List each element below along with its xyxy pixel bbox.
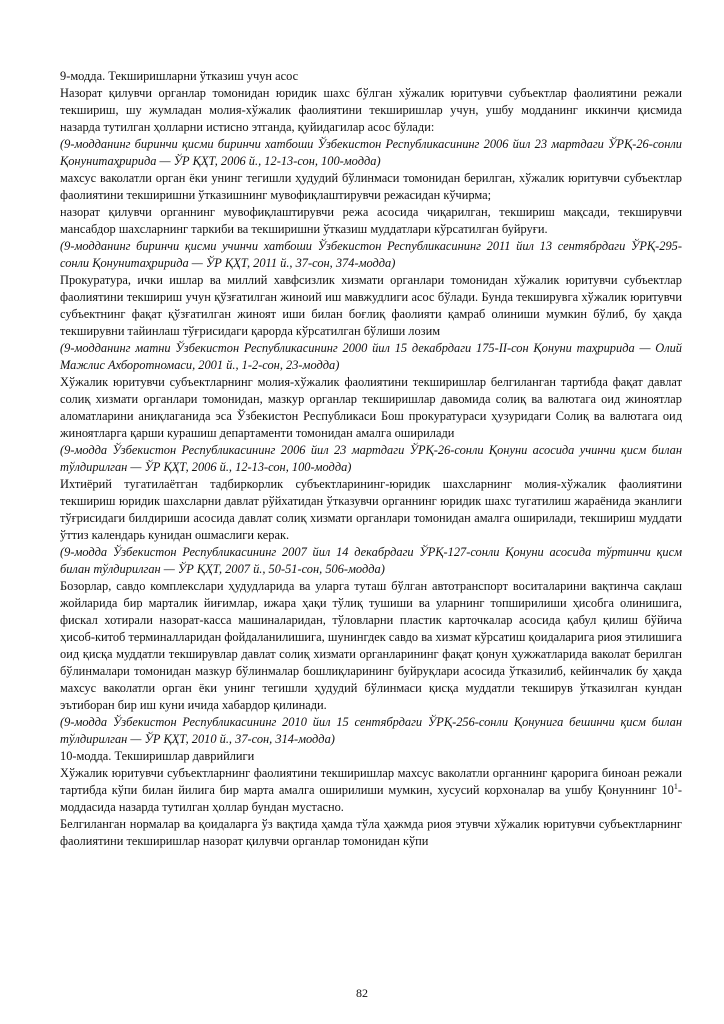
amendment-note: (9-модда Ўзбекистон Республикасининг 2010 йил 15 сентябрдаги ЎРҚ-256-сонли Қонунига бешинчи қисм билан тўлдирилган — ЎР ҚҲТ, 2010 й., 37-сон, 314-модда) (60, 715, 682, 746)
amendment-note: (9-модданинг биринчи қисми учинчи хатбоши Ўзбекистон Республикасининг 2011 йил 13 сентябрдаги ЎРҚ-295-сонли Қонунитаҳририда — ЎР ҚҲТ, 2011 й., 37-сон, 374-модда) (60, 239, 682, 270)
amendment-note: (9-модданинг матни Ўзбекистон Республикасининг 2000 йил 15 декабрдаги 175-II-сон Қонуни таҳририда — Олий Мажлис Ахборотномаси, 2001 й., 1-2-сон, 23-модда) (60, 341, 682, 372)
amendment-note: (9-модданинг биринчи қисми биринчи хатбоши Ўзбекистон Республикасининг 2006 йил 23 мартдаги ЎРҚ-26-сонли Қонунитаҳририда — ЎР ҚҲТ, 2006 й., 12-13-сон, 100-модда) (60, 137, 682, 168)
paragraph: Прокуратура, ички ишлар ва миллий хавфсизлик хизмати органлари томонидан хўжалик юритувчи субъектлар фаолиятини текшириш учун қўзғатилган жиноий иш мавжудлиги асос бўлади. Бунда текширувга хўжалик юритувчи субъектнинг фақат қўзғатилган жиноят иши билан боғлиқ фаолияти қамраб олиниши мумкин бўлиб, бу ҳақда текширувни тайинлаш тўғрисидаги қарорда кўрсатилган бўлиши лозим (60, 273, 682, 338)
paragraph: Белгиланган нормалар ва қоидаларга ўз вақтида ҳамда тўла ҳажмда риоя этувчи хўжалик юритувчи субъектларнинг фаолиятини текширишлар назорат қилувчи органлар томонидан кўпи (60, 817, 682, 848)
article-10-title: 10-модда. Текширишлар даврийлиги (60, 749, 255, 763)
page-number: 82 (356, 986, 368, 1000)
paragraph: Хўжалик юритувчи субъектларнинг молия-хўжалик фаолиятини текширишлар белгиланган тартибда фақат давлат солиқ хизмати органлари томонидан, мазкур органлар текширишлар давомида солиқ ва валютага оид жиноятлар аломатларини аниқлаганида эса Ўзбекистон Республикаси Бош прокуратураси ҳузуридаги Солиқ ва валютага оид жиноятларга қарши курашиш департаменти томонидан амалга оширилади (60, 375, 682, 440)
paragraph: Назорат қилувчи органлар томонидан юридик шахс бўлган хўжалик юритувчи субъектлар фаолиятини режали текшириш, шу жумладан молия-хўжалик фаолиятини текширишлар учун, ушбу модданинг иккинчи қисмида назарда тутилган ҳолларни истисно этганда, қуйидагилар асос бўлади: (60, 86, 682, 134)
article-9-title: 9-модда. Текширишларни ўтказиш учун асос (60, 69, 299, 83)
superscript: 1 (673, 781, 678, 791)
paragraph-text: -моддасида назарда тутилган ҳоллар бундан мустасно. (60, 783, 682, 814)
paragraph: назорат қилувчи органнинг мувофиқлаштирувчи режа асосида чиқарилган, текшириш мақсади, текширувчи мансабдор шахсларнинг таркиби ва текширишни ўтказиш муддатлари кўрсатилган буйруғи. (60, 205, 682, 236)
paragraph: Бозорлар, савдо комплекслари ҳудудларида ва уларга туташ бўлган автотранспорт воситаларини вақтинча сақлаш жойларида бир марталик йиғимлар, ижара ҳақи тўлиқ тушиши ва уларнинг топширилиши ҳисобга олинишига, фискал хотирали назорат-касса машиналаридан, тўловларни пластик карточкалар асосида қабул қилиш бўйича ҳисоб-китоб терминалларидан фойдаланилишига, шунингдек савдо ва хизмат кўрсатиш қоидаларига риоя этилишига оид қисқа муддатли текширувлар давлат солиқ хизмати органларининг фақат қонун ҳужжатларида ваколат берилган бўлинмалари томонидан мазкур бўлинмалар бошлиқларининг буйруқлари асосида ўтказилиб, кейинчалик бу ҳақда махсус ваколатли орган ёки унинг тегишли ҳудудий бўлинмаси қисқа муддатли текширув ўтказилган кундан эътиборан бир иш куни ичида хабардор қилинади. (60, 579, 682, 712)
document-body (60, 68, 682, 850)
amendment-note: (9-модда Ўзбекистон Республикасининг 2007 йил 14 декабрдаги ЎРҚ-127-сонли Қонуни асосида тўртинчи қисм билан тўлдирилган — ЎР ҚҲТ, 2007 й., 50-51-сон, 506-модда) (60, 545, 682, 576)
paragraph: махсус ваколатли орган ёки унинг тегишли ҳудудий бўлинмаси томонидан берилган, хўжалик юритувчи субъектлар фаолиятини текширишни ўтказишнинг мувофиқлаштирувчи режасидан кўчирма; (60, 171, 682, 202)
paragraph (60, 765, 682, 816)
paragraph-text: Хўжалик юритувчи субъектларнинг фаолиятини текширишлар махсус ваколатли органнинг қарорига биноан режали тартибда кўпи билан йилига бир марта амалга оширилиши мумкин, хусусий корхоналар ва ушбу Қонуннинг 10 (60, 766, 682, 797)
paragraph: Ихтиёрий тугатилаётган тадбиркорлик субъектларининг-юридик шахсларнинг молия-хўжалик фаолиятини текшириш юридик шахсларни давлат рўйхатидан ўтказувчи органнинг юридик шахс тугатилиш жараёнида эканлиги тўғрисидаги билдириши асосида давлат солиқ хизмати органлари томонидан амалга оширилади, текшириш муддати ўттиз календарь кунидан ошмаслиги керак. (60, 477, 682, 542)
amendment-note: (9-модда Ўзбекистон Республикасининг 2006 йил 23 мартдаги ЎРҚ-26-сонли Қонуни асосида учинчи қисм билан тўлдирилган — ЎР ҚҲТ, 2006 й., 12-13-сон, 100-модда) (60, 443, 682, 474)
